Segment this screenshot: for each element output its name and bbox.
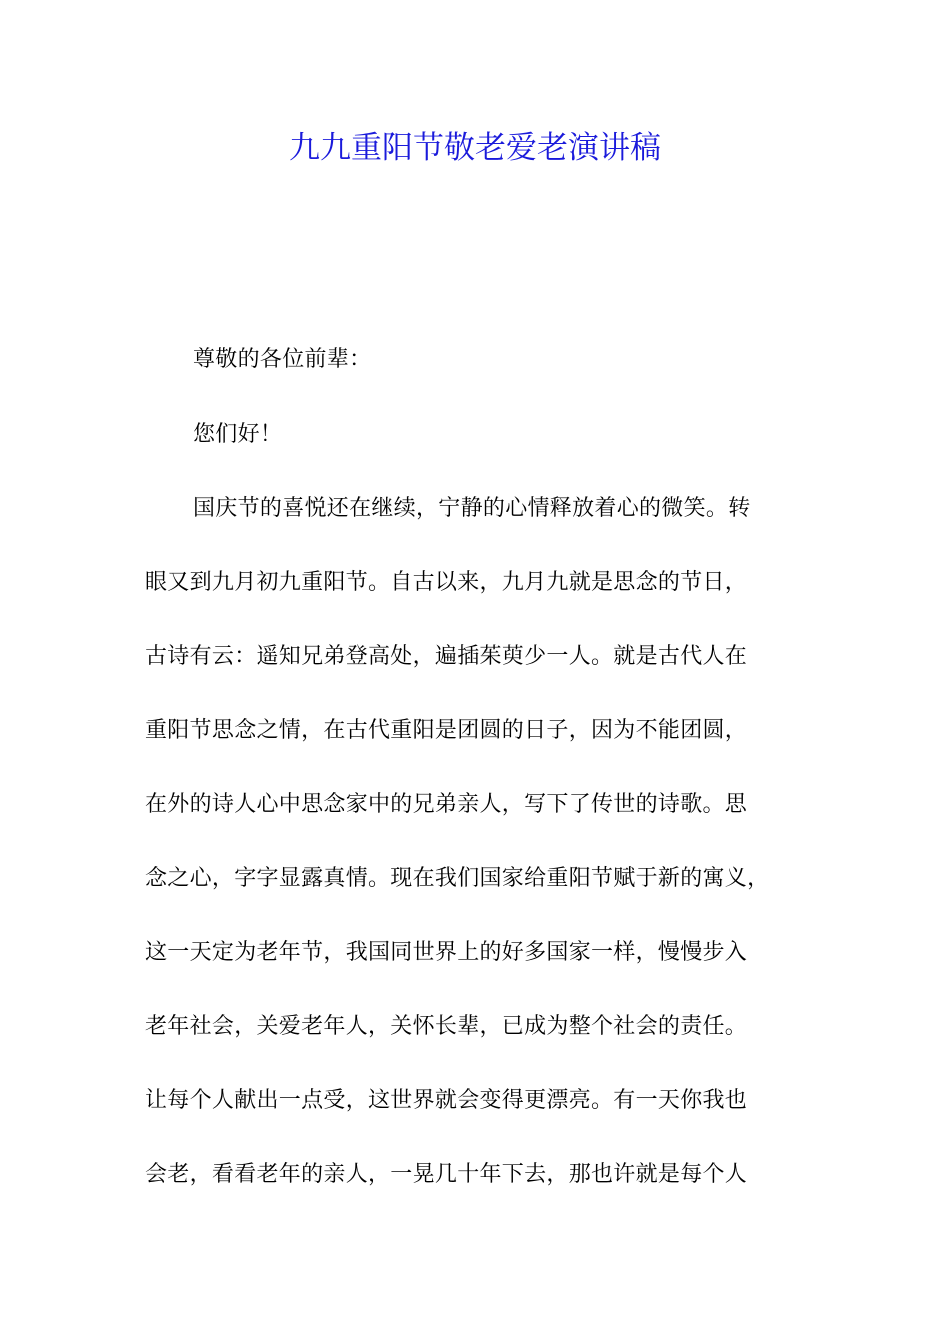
body-line: 这一天定为老年节，我国同世界上的好多国家一样，慢慢步入 [145, 940, 748, 965]
body-line: 老年社会，关爱老年人，关怀长辈，已成为整个社会的责任。 [145, 1014, 748, 1039]
greeting-line: 您们好！ [193, 422, 283, 447]
body-line: 念之心，字字显露真情。现在我们国家给重阳节赋于新的寓义， [145, 866, 770, 891]
salutation-line: 尊敬的各位前辈： [193, 347, 372, 372]
body-line: 让每个人献出一点受，这世界就会变得更漂亮。有一天你我也 [145, 1088, 748, 1113]
body-line: 会老，看看老年的亲人，一晃几十年下去，那也许就是每个人 [145, 1162, 748, 1187]
body-line: 国庆节的喜悦还在继续，宁静的心情释放着心的微笑。转 [193, 496, 751, 521]
body-line: 在外的诗人心中思念家中的兄弟亲人，写下了传世的诗歌。思 [145, 792, 748, 817]
body-line: 重阳节思念之情，在古代重阳是团圆的日子，因为不能团圆， [145, 718, 748, 743]
body-line: 眼又到九月初九重阳节。自古以来，九月九就是思念的节日， [145, 570, 748, 595]
document-title: 九九重阳节敬老爱老演讲稿 [289, 130, 661, 166]
body-line: 古诗有云：遥知兄弟登高处，遍插茱萸少一人。就是古代人在 [145, 644, 748, 669]
